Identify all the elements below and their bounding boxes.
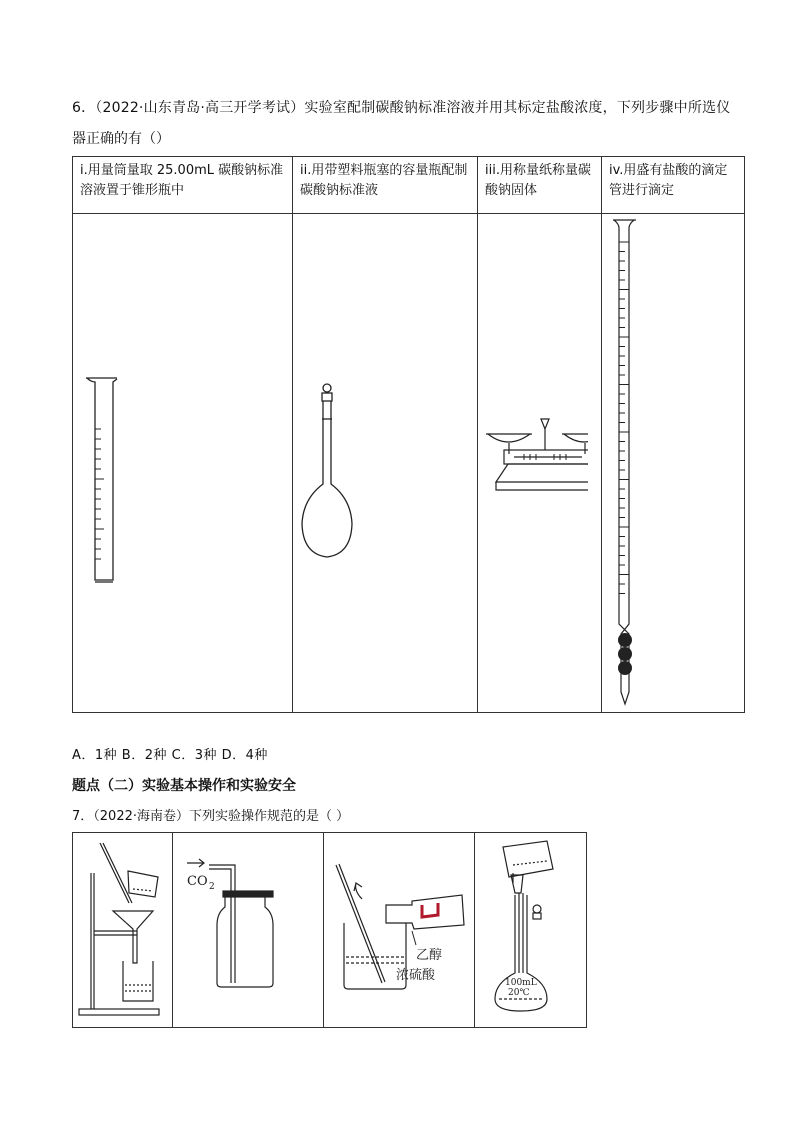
burette-scale-ticks [619, 242, 629, 594]
mixing-acid-drawing [324, 833, 474, 1027]
flask-temp-label: 20℃ [508, 988, 530, 998]
sulfuric-acid-label: 浓硫酸 [396, 968, 436, 983]
cell-ii-image [293, 214, 478, 713]
q7-image-d [475, 833, 587, 1028]
cell-iv-image [602, 214, 745, 713]
burette-drawing [602, 214, 744, 712]
co2-subscript: 2 [209, 882, 215, 892]
co2-label: CO [187, 874, 208, 889]
cell-iv-text: iv.用盛有盐酸的滴定管进行滴定 [602, 157, 745, 214]
cell-i-image [73, 214, 293, 713]
volumetric-transfer-drawing [475, 833, 586, 1027]
q7-image-b [173, 833, 324, 1028]
question-6-stem-line1: 6．（2022·山东青岛·高三开学考试）实验室配制碳酸钠标准溶液并用其标定盐酸浓度，下列步骤中所选仪 [72, 100, 731, 116]
gas-washing-bottle-drawing [173, 833, 323, 1027]
volumetric-flask-drawing [293, 214, 464, 712]
balance-drawing [478, 214, 588, 712]
question-6-table [72, 156, 745, 713]
question-6-stem-line2: 器正确的有（） [72, 131, 170, 147]
q7-image-a [73, 833, 173, 1028]
cell-iii-text: iii.用称量纸称量碳酸钠固体 [478, 157, 602, 214]
cell-ii-text: ii.用带塑料瓶塞的容量瓶配制碳酸钠标准液 [293, 157, 478, 214]
flask-volume-label: 100mL [505, 978, 537, 988]
question-6-options: A．1种 B．2种 C．3种 D．4种 [72, 748, 268, 763]
ethanol-label: 乙醇 [416, 948, 443, 963]
cell-iii-image [478, 214, 602, 713]
filtration-setup-drawing [73, 833, 172, 1027]
graduated-cylinder-drawing [73, 214, 279, 712]
q7-image-c [324, 833, 475, 1028]
section-heading: 题点（二）实验基本操作和实验安全 [72, 778, 296, 794]
question-7-stem: 7．（2022·海南卷）下列实验操作规范的是（ ） [72, 809, 350, 824]
cell-i-text: i.用量筒量取 25.00mL 碳酸钠标准溶液置于锥形瓶中 [73, 157, 293, 214]
question-7-image-table [72, 832, 587, 1028]
